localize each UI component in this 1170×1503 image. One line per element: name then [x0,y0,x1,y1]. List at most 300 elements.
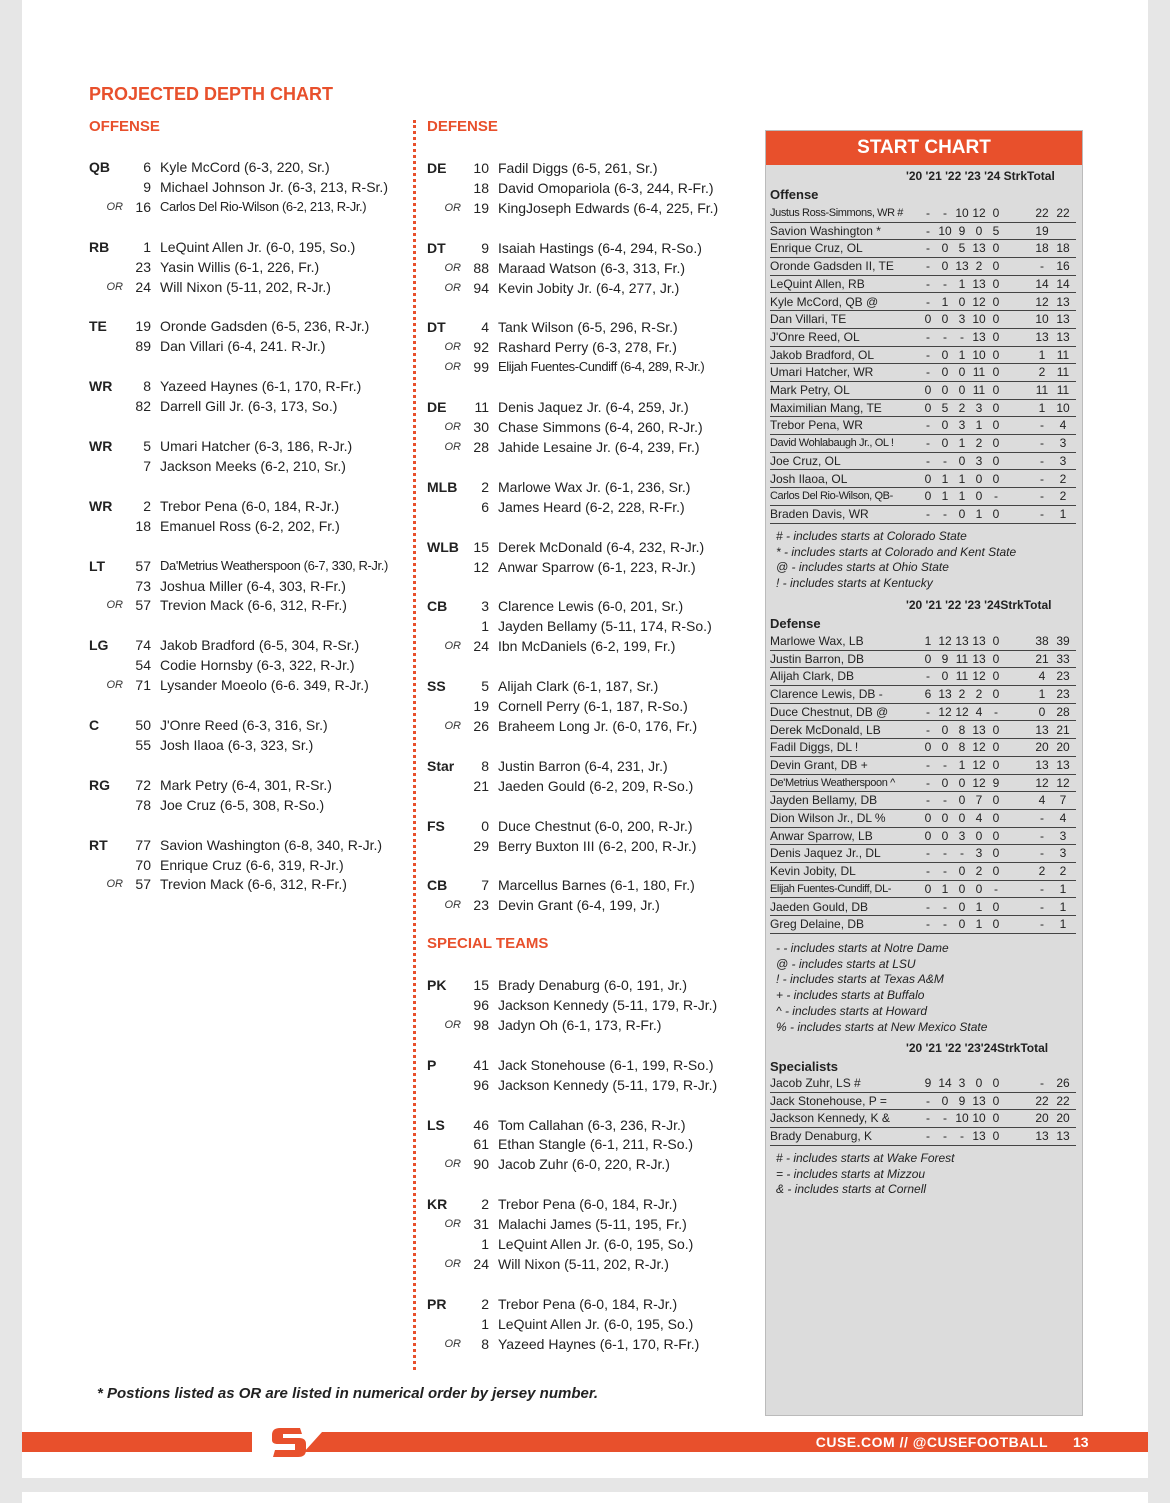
season-starts: 0 [992,828,1000,843]
jersey-number: 89 [135,338,151,355]
season-starts: 20 [1056,1111,1070,1126]
depth-row [427,895,747,915]
player-name: Cornell Perry (6-1, 187, R-So.) [498,698,688,714]
jersey-number: 50 [135,717,151,733]
player-name: Mark Petry (6-4, 301, R-Sr.) [160,776,332,793]
depth-row [89,576,409,596]
season-starts: 0 [924,740,932,755]
player-name: Lysander Moeolo (6-6. 349, R-Jr.) [160,677,369,694]
season-starts: - [926,506,930,521]
start-chart-row [770,488,1076,506]
season-starts: 0 [941,259,949,274]
position-label: TE [89,318,107,335]
or-label: OR [444,640,461,653]
season-starts: 0 [992,669,1000,684]
season-starts: 2 [1038,365,1046,380]
start-chart-row [770,845,1076,863]
season-starts: 13 [1056,312,1070,327]
position-label: WR [89,497,113,514]
season-starts: - [960,1129,964,1144]
season-starts: 8 [958,740,966,755]
season-starts: 0 [924,651,932,666]
season-starts: 22 [1035,1093,1049,1108]
jersey-number: 90 [473,1156,489,1173]
depth-row [427,417,747,437]
season-starts: 9 [924,1076,932,1090]
jersey-number: 74 [135,637,151,654]
start-chart-row [770,704,1076,722]
or-label: OR [444,1018,461,1031]
player-position: Clarence Lewis, DB - [770,687,883,702]
depth-row [427,158,747,178]
start-chart-row [770,775,1076,793]
season-starts: 1 [975,899,983,914]
footnote-line: + - includes starts at Buffalo [776,988,925,1003]
specialists-years-header: '20 '21 '22 '23'24StrkTotal [906,1041,1049,1055]
player-name: Jakob Bradford (6-5, 304, R-Sr.) [160,637,360,654]
season-starts: - [943,1111,947,1126]
player-name: Tom Callahan (6-3, 236, R-Jr.) [498,1116,686,1133]
player-position: Carlos Del Rio-Wilson, QB- [770,490,893,503]
season-starts: 1 [958,436,966,451]
player-name: David Omopariola (6-3, 244, R-Fr.) [498,179,714,196]
start-chart-row [770,205,1076,223]
player-name: Braheem Long Jr. (6-0, 176, Fr.) [498,717,698,734]
footer-site-handle: CUSE.COM // @CUSEFOOTBALL [815,1434,1048,1450]
season-starts: 0 [958,775,966,790]
player-name: Kevin Jobity Jr. (6-4, 277, Jr.) [498,279,680,296]
depth-row [89,735,409,755]
depth-row [427,756,747,776]
position-label: WR [89,438,113,454]
season-starts: - [1040,259,1044,274]
season-starts: 9 [958,1093,966,1108]
or-label: OR [106,200,123,213]
player-position: Alijah Clark, DB [770,669,855,684]
jersey-number: 98 [473,1016,489,1033]
season-starts: 3 [1059,828,1067,843]
depth-row [427,178,747,198]
depth-row [89,177,409,197]
player-position: Jayden Bellamy, DB [770,793,878,808]
season-starts: 0 [958,294,966,309]
player-name: Da'Metrius Weatherspoon (6-7, 330, R-Jr.) [160,557,388,573]
season-starts: 2 [1059,864,1067,879]
season-starts: 20 [1035,740,1049,755]
season-starts: 21 [1056,722,1070,737]
depth-row [427,198,747,218]
season-starts: 18 [1056,241,1070,256]
depth-row [427,1234,747,1254]
jersey-number: 23 [473,897,489,914]
start-chart-row [770,382,1076,400]
season-starts: 1 [1059,506,1067,521]
jersey-number: 19 [473,199,489,216]
season-starts: - [926,846,930,861]
player-name: LeQuint Allen Jr. (6-0, 195, So.) [498,1315,694,1332]
start-chart-panel [765,130,1083,1416]
start-chart-row [770,686,1076,704]
footnote-line: # - includes starts at Wake Forest [776,1151,955,1165]
start-chart-row [770,311,1076,329]
depth-row [427,1015,747,1035]
depth-row [89,157,409,177]
depth-row [427,596,747,616]
or-label: OR [444,1218,461,1231]
season-starts: 4 [1038,793,1046,808]
season-starts: 13 [955,634,969,648]
depth-row [427,716,747,736]
depth-row [427,1154,747,1174]
start-chart-row [770,364,1076,382]
player-name: Joe Cruz (6-5, 308, R-So.) [160,796,325,813]
season-starts: - [943,917,947,932]
player-name: Ibn McDaniels (6-2, 199, Fr.) [498,638,676,655]
season-starts: 0 [958,917,966,932]
season-starts: 11 [955,651,969,666]
season-starts: 0 [992,757,1000,772]
season-starts: - [1040,846,1044,861]
jersey-number: 55 [135,736,151,753]
start-chart-row [770,1093,1076,1111]
season-starts: 0 [941,669,949,684]
player-name: Umari Hatcher (6-3, 186, R-Jr.) [160,438,353,454]
jersey-number: 9 [143,178,151,195]
season-starts: 0 [992,400,1000,415]
jersey-number: 54 [135,657,151,674]
season-starts: - [1040,471,1044,486]
season-starts: - [926,1093,930,1108]
jersey-number: 2 [481,1295,489,1312]
player-name: Devin Grant (6-4, 199, Jr.) [498,897,660,914]
jersey-number: 94 [473,279,489,296]
jersey-number: 15 [473,538,489,555]
season-starts: 10 [955,206,969,220]
column-divider [413,120,416,1370]
season-starts: 0 [992,899,1000,914]
season-starts: 0 [992,453,1000,468]
season-starts: 0 [958,864,966,879]
season-starts: 0 [924,828,932,843]
player-name: Jahide Lesaine Jr. (6-4, 239, Fr.) [498,438,700,455]
jersey-number: 3 [481,598,489,615]
position-label: LS [427,1116,445,1133]
season-starts: 10 [972,347,986,362]
player-name: Derek McDonald (6-4, 232, R-Jr.) [498,538,705,555]
depth-row [89,835,409,855]
season-starts: 33 [1056,651,1070,666]
season-starts: 13 [972,241,986,256]
syracuse-s-logo [267,1422,311,1462]
jersey-number: 31 [473,1216,489,1233]
season-starts: 3 [975,453,983,468]
season-starts: 0 [941,811,949,825]
page-number: 13 [1073,1434,1089,1450]
season-starts: 7 [975,793,983,808]
season-starts: - [926,453,930,468]
season-starts: - [1040,418,1044,433]
season-starts: 5 [958,241,966,256]
jersey-number: 70 [135,856,151,873]
season-starts: - [926,917,930,932]
player-name: Isaiah Hastings (6-4, 294, R-So.) [498,239,702,256]
season-starts: 0 [992,206,1000,220]
season-starts: 11 [1056,347,1070,362]
player-position: David Wohlabaugh Jr., OL ! [770,437,894,450]
season-starts: - [926,206,930,220]
season-starts: 0 [924,489,932,504]
season-starts: 0 [992,1093,1000,1108]
season-starts: 12 [972,740,986,755]
season-starts: 0 [992,276,1000,291]
season-starts: 12 [938,704,952,719]
season-starts: - [926,899,930,914]
player-name: Berry Buxton III (6-2, 200, R-Jr.) [498,837,697,854]
season-starts: - [943,757,947,772]
jersey-number: 4 [481,319,489,336]
position-label: CB [427,598,448,615]
player-position: Dion Wilson Jr., DL % [770,811,886,825]
player-name: Trevion Mack (6-6, 312, R-Fr.) [160,597,347,614]
depth-row [427,995,747,1015]
season-starts: - [994,881,998,896]
season-starts: 0 [992,722,1000,737]
depth-row [89,516,409,536]
season-starts: 13 [972,329,986,344]
depth-row [427,1075,747,1095]
season-starts: 1 [1038,400,1046,415]
jersey-number: 24 [473,638,489,655]
season-starts: 0 [924,471,932,486]
season-starts: 4 [1038,669,1046,684]
season-starts: 12 [972,206,986,220]
season-starts: - [926,436,930,451]
jersey-number: 2 [481,478,489,495]
player-position: De'Metrius Weatherspoon ^ [770,776,895,789]
season-starts: 2 [958,400,966,415]
player-name: Jayden Bellamy (5-11, 174, R-So.) [498,618,712,635]
start-chart-row [770,757,1076,775]
jersey-number: 78 [135,796,151,813]
player-name: Alijah Clark (6-1, 187, Sr.) [498,678,659,695]
season-starts: 0 [992,436,1000,451]
position-label: LG [89,637,109,654]
season-starts: - [960,329,964,344]
jersey-number: 1 [143,238,151,255]
season-starts: 38 [1035,634,1049,648]
player-name: Will Nixon (5-11, 202, R-Jr.) [498,1255,669,1272]
jersey-number: 24 [135,278,151,295]
season-starts: - [926,329,930,344]
depth-row [427,337,747,357]
player-name: Chase Simmons (6-4, 260, R-Jr.) [498,419,703,435]
player-position: Maximilian Mang, TE [770,400,882,415]
depth-row [427,816,747,836]
footnote-line: @ - includes starts at Ohio State [776,560,949,575]
jersey-number: 8 [481,1335,489,1352]
season-starts: 1 [975,418,983,433]
start-chart-row [770,435,1076,453]
player-position: Savion Washington * [770,223,881,238]
depth-row [427,357,747,377]
season-starts: 9 [992,775,1000,790]
jersey-number: 7 [481,877,489,894]
season-starts: 1 [1059,917,1067,932]
season-starts: - [1040,506,1044,521]
position-label: RB [89,238,110,255]
or-label: OR [444,1158,461,1171]
or-label: OR [444,281,461,294]
depth-row [89,316,409,336]
player-name: Codie Hornsby (6-3, 322, R-Jr.) [160,657,355,674]
season-starts: 0 [958,899,966,914]
depth-row [427,238,747,258]
season-starts: 0 [992,241,1000,256]
jersey-number: 1 [481,1315,489,1332]
season-starts: 3 [958,1076,966,1090]
season-starts: 0 [992,846,1000,861]
depth-row [427,1134,747,1154]
jersey-number: 29 [473,837,489,854]
season-starts: 0 [992,864,1000,879]
season-starts: - [1040,453,1044,468]
jersey-number: 92 [473,339,489,356]
season-starts: 18 [1035,241,1049,256]
player-position: Jaeden Gould, DB [770,899,869,914]
season-starts: 1 [958,471,966,486]
season-starts: 7 [1059,793,1067,808]
jersey-number: 46 [473,1116,489,1133]
page-title: PROJECTED DEPTH CHART [89,84,334,104]
player-position: Duce Chestnut, DB @ [770,704,889,719]
season-starts: - [994,489,998,504]
jersey-number: 57 [135,557,151,574]
player-position: Dan Villari, TE [770,312,847,327]
player-name: James Heard (6-2, 228, R-Fr.) [498,498,685,515]
footnote-line: * - includes starts at Colorado and Kent State [776,544,1017,559]
position-label: CB [427,877,448,894]
depth-row [89,675,409,695]
depth-row [427,1214,747,1234]
season-starts: - [1040,828,1044,843]
player-name: Trebor Pena (6-0, 184, R-Jr.) [160,497,340,514]
jersey-number: 1 [481,1236,489,1252]
season-starts: 0 [975,223,983,238]
season-starts: - [926,347,930,362]
season-starts: 13 [1035,757,1049,772]
start-chart-row [770,417,1076,435]
start-chart-row [770,347,1076,365]
player-name: Trebor Pena (6-0, 184, R-Jr.) [498,1196,678,1213]
or-label: OR [444,440,461,453]
position-label: DE [427,399,447,416]
season-starts: 0 [975,1076,983,1090]
season-starts: 1 [1038,347,1046,362]
season-starts: 8 [958,722,966,737]
season-starts: 0 [992,329,1000,344]
season-starts: 13 [1056,294,1070,309]
season-starts: 1 [941,489,949,504]
start-chart-row [770,240,1076,258]
player-name: Jackson Meeks (6-2, 210, Sr.) [160,457,346,474]
player-name: Savion Washington (6-8, 340, R-Jr.) [160,836,383,853]
season-starts: 10 [955,1111,969,1126]
season-starts: 20 [1056,740,1070,755]
position-label: DT [427,319,446,336]
start-chart-row [770,863,1076,881]
player-position: Kyle McCord, QB @ [770,294,879,309]
season-starts: 3 [1059,846,1067,861]
season-starts: 13 [972,634,986,648]
depth-row [89,556,409,576]
jersey-number: 23 [135,258,151,275]
position-label: PK [427,977,447,993]
season-starts: 39 [1056,634,1070,648]
player-name: Marlowe Wax Jr. (6-1, 236, Sr.) [498,478,691,495]
player-name: Dan Villari (6-4, 241. R-Jr.) [160,338,326,355]
depth-row [89,715,409,735]
start-chart-row [770,276,1076,294]
player-position: Jack Stonehouse, P = [770,1093,887,1108]
jersey-number: 0 [481,817,489,834]
season-starts: 12 [972,757,986,772]
season-starts: 22 [1035,206,1049,220]
season-starts: 0 [941,365,949,380]
season-starts: 0 [941,436,949,451]
season-starts: 13 [972,1093,986,1108]
depth-row [427,636,747,656]
jersey-number: 57 [135,597,151,614]
season-starts: 12 [972,294,986,309]
player-name: Marcellus Barnes (6-1, 180, Fr.) [498,877,695,894]
depth-row [427,1254,747,1274]
season-starts: 13 [972,276,986,291]
footnote-line: ^ - includes starts at Howard [776,1003,928,1018]
player-position: J'Onre Reed, OL [770,329,860,344]
start-chart-row [770,1075,1076,1093]
season-starts: 4 [1059,418,1067,433]
position-label: KR [427,1196,448,1213]
jersey-number: 2 [143,497,151,514]
season-starts: 11 [972,365,986,380]
season-starts: 0 [992,506,1000,521]
season-starts: - [926,259,930,274]
season-starts: 1 [958,489,966,504]
season-starts: 0 [941,241,949,256]
season-starts: 0 [992,294,1000,309]
page [22,0,1148,1478]
start-chart-row [770,916,1076,934]
player-name: Elijah Fuentes-Cundiff (6-4, 289, R-Jr.) [498,359,705,375]
next-page-edge [22,1492,1148,1503]
jersey-number: 9 [481,239,489,256]
depth-row [89,874,409,894]
jersey-number: 5 [481,678,489,695]
season-starts: 0 [992,651,1000,666]
season-starts: 26 [1056,1076,1070,1090]
season-starts: 22 [1056,1093,1070,1108]
player-name: Clarence Lewis (6-0, 201, Sr.) [498,598,684,615]
footnote: * Postions listed as OR are listed in numerical order by jersey number. [97,1385,599,1402]
season-starts: 11 [955,669,969,684]
depth-row [427,776,747,796]
season-starts: - [926,704,930,719]
player-position: Trebor Pena, WR [770,418,863,433]
season-starts: 3 [975,400,983,415]
season-starts: 0 [941,775,949,790]
depth-row [427,836,747,856]
player-name: Yasin Willis (6-1, 226, Fr.) [160,258,320,275]
